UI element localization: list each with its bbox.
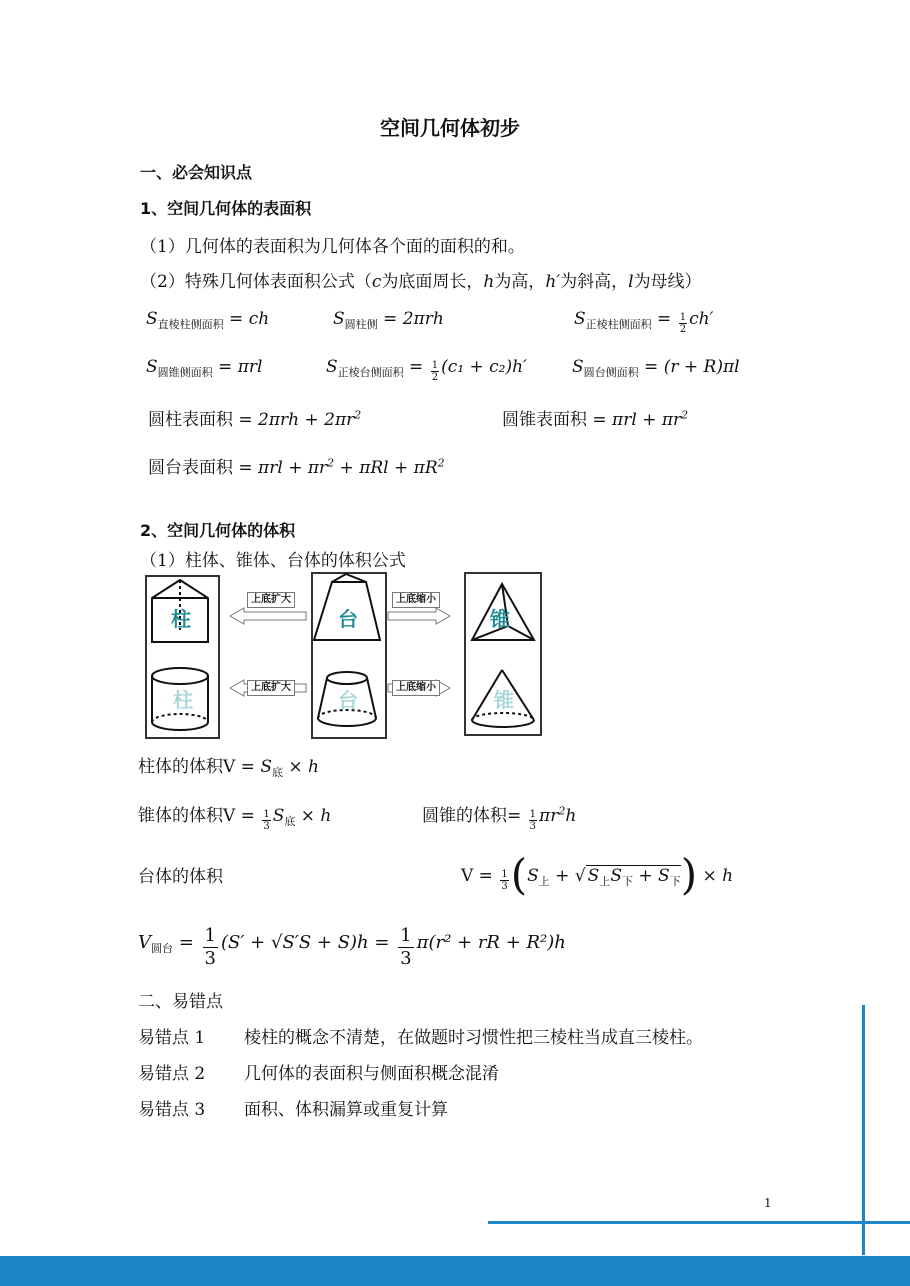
formula: $S_{圆锥侧面积} = \pi rl$	[146, 357, 263, 379]
subsection-heading: 2、空间几何体的体积	[140, 521, 296, 540]
arrow-label-shrink: 上底缩小	[392, 592, 440, 608]
formula: $V_{圆台}$ = $\frac{1}{3}$ (S′ + √S′S + S)h = $\frac{1}{3}$ π(r² + rR + R²)h	[138, 925, 566, 969]
decorative-vertical-line	[862, 1005, 865, 1255]
prism-label: 柱	[171, 607, 191, 631]
formula: $S_{正棱柱侧面积}$ = $\frac{1}{2}$ ch′	[574, 309, 714, 335]
arrow-label-expand: 上底扩大	[247, 680, 295, 696]
arrow-label-shrink: 上底缩小	[392, 680, 440, 696]
pitfall-label: 易错点 1	[138, 1028, 206, 1048]
footer-bar	[0, 1256, 910, 1286]
subsection-heading: 1、空间几何体的表面积	[140, 199, 312, 218]
page-title: 空间几何体初步	[380, 116, 520, 140]
cylinder-label: 柱	[173, 688, 193, 712]
formula: $S_{直棱柱侧面积}$ = ch	[146, 309, 270, 331]
formula: $S_{正棱台侧面积}$ = $\frac{1}{2}$ (c₁ + c₂)h′	[326, 357, 527, 383]
decorative-horizontal-line	[488, 1221, 910, 1224]
formula: 圆柱表面积 = $2\pi rh + 2\pi r^2$	[148, 408, 362, 430]
paragraph: （1）柱体、锥体、台体的体积公式	[140, 551, 406, 571]
arrow-label-expand: 上底扩大	[247, 592, 295, 608]
solids-drawing	[140, 570, 550, 740]
formula: $S_{圆柱侧} = 2\pi rh$	[333, 309, 444, 331]
formula: 圆台表面积 = $\pi rl + \pi r^2 + \pi Rl + \pi R^2$	[148, 456, 445, 478]
formula: 圆锥的体积= $\frac{1}{3}$ $\pi r^2h$	[422, 804, 577, 832]
formula: $S_{圆台侧面积} = (r + R)\pi l$	[572, 357, 740, 379]
frustum-label: 台	[338, 607, 358, 631]
pitfall-text: 棱柱的概念不清楚，在做题时习惯性把三棱柱当成直三棱柱。	[244, 1028, 703, 1048]
paragraph: （2）特殊几何体表面积公式（c为底面周长，h为高，h′为斜高，l为母线）	[140, 272, 702, 292]
formula: V = $\frac{1}{3}$ ($S_上$ + √ $S_上S_下 + S_下) \times h$	[461, 850, 734, 899]
cone-label: 锥	[494, 688, 514, 712]
section-heading: 二、易错点	[138, 992, 223, 1012]
pitfall-label: 易错点 3	[138, 1100, 206, 1120]
pitfall-text: 面积、体积漏算或重复计算	[244, 1100, 448, 1120]
formula: 圆锥表面积 = $\pi rl + \pi r^2$	[502, 408, 689, 430]
paragraph: （1）几何体的表面积为几何体各个面的面积的和。	[140, 237, 525, 257]
formula: 柱体的体积$V = S_底 \times h$	[138, 757, 320, 779]
page-number: 1	[764, 1196, 772, 1210]
pitfall-label: 易错点 2	[138, 1064, 206, 1084]
pitfall-text: 几何体的表面积与侧面积概念混淆	[244, 1064, 499, 1084]
pyramid-label: 锥	[490, 607, 510, 631]
section-heading: 一、必会知识点	[140, 163, 253, 182]
formula: 锥体的体积V = $\frac{1}{3}$ $S_底 \times h$	[138, 806, 332, 832]
frustum-cone-label: 台	[338, 688, 358, 712]
formula-label: 台体的体积	[138, 867, 223, 887]
